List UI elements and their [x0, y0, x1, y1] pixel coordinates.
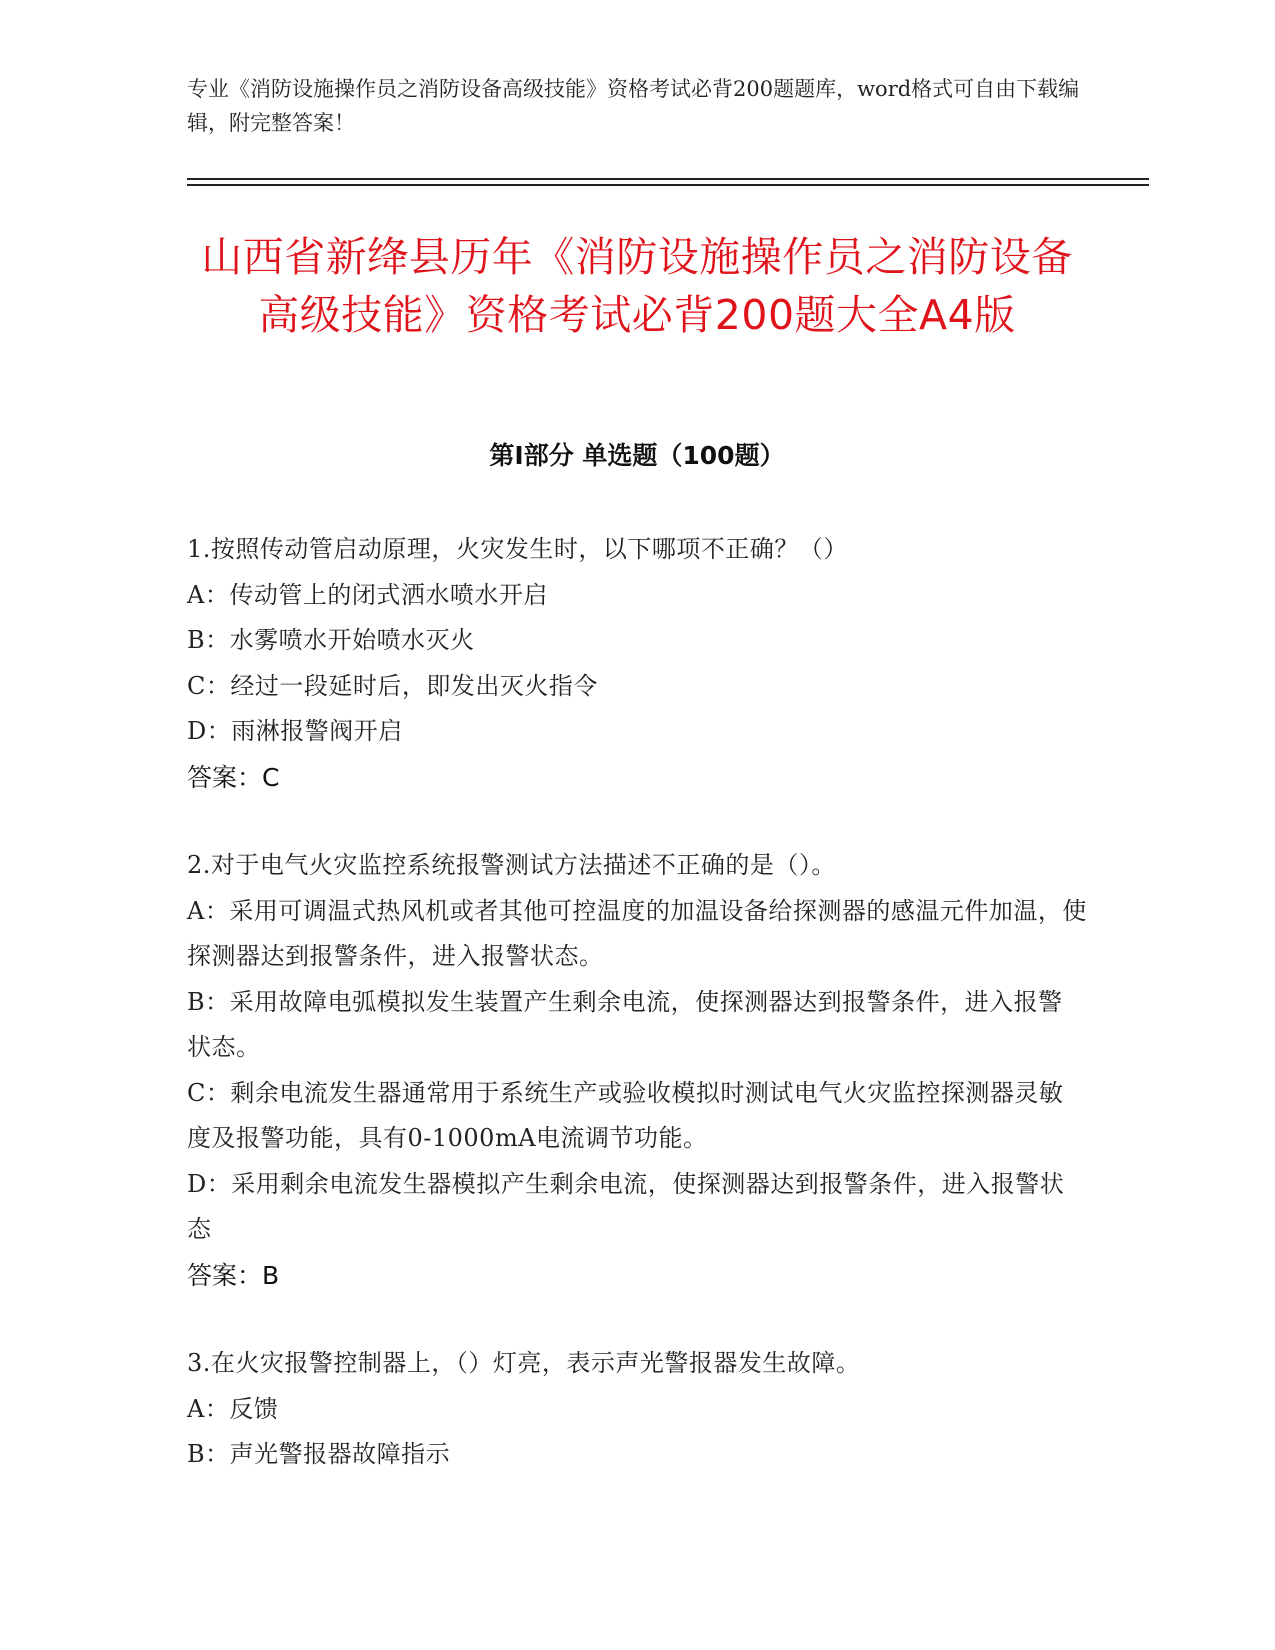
question-stem: 2.对于电气火灾监控系统报警测试方法描述不正确的是（）。 — [187, 851, 836, 879]
section-title: 第Ⅰ部分 单选题（100题） — [489, 441, 785, 470]
question-stem: 1.按照传动管启动原理，火灾发生时，以下哪项不正确？（） — [187, 535, 848, 563]
option-c: C：剩余电流发生器通常用于系统生产或验收模拟时测试电气火灾监控探测器灵敏度及报警功能，具有0-1000mA电流调节功能。 — [187, 1078, 1064, 1152]
question-1 — [187, 527, 1087, 800]
option-b: B：水雾喷水开始喷水灭火 — [187, 626, 475, 654]
answer: 答案：C — [187, 762, 280, 792]
header-note: 专业《消防设施操作员之消防设备高级技能》资格考试必背200题题库，word格式可自由下载编辑，附完整答案！ — [187, 77, 1080, 135]
header-divider-bottom — [187, 184, 1149, 186]
answer: 答案：B — [187, 1260, 280, 1290]
question-stem: 3.在火灾报警控制器上，（）灯亮，表示声光警报器发生故障。 — [187, 1349, 861, 1377]
option-b: B：采用故障电弧模拟发生装置产生剩余电流，使探测器达到报警条件，进入报警状态。 — [187, 987, 1063, 1061]
option-b: B：声光警报器故障指示 — [187, 1440, 451, 1468]
option-a: A：传动管上的闭式洒水喷水开启 — [187, 580, 548, 609]
option-a: A：采用可调温式热风机或者其他可控温度的加温设备给探测器的感温元件加温，使探测器达到报警条件，进入报警状态。 — [187, 896, 1087, 970]
question-2 — [187, 843, 1087, 1298]
option-d: D：采用剩余电流发生器模拟产生剩余电流，使探测器达到报警条件，进入报警状态 — [187, 1169, 1065, 1243]
question-3 — [187, 1341, 1087, 1478]
option-c: C：经过一段延时后，即发出灭火指令 — [187, 671, 598, 700]
question-list — [187, 527, 1087, 1521]
document-title: 山西省新绛县历年《消防设施操作员之消防设备高级技能》资格考试必背200题大全A4版 — [201, 233, 1073, 339]
option-d: D：雨淋报警阀开启 — [187, 717, 403, 745]
header-divider-top — [187, 178, 1149, 180]
option-a: A：反馈 — [187, 1394, 279, 1423]
